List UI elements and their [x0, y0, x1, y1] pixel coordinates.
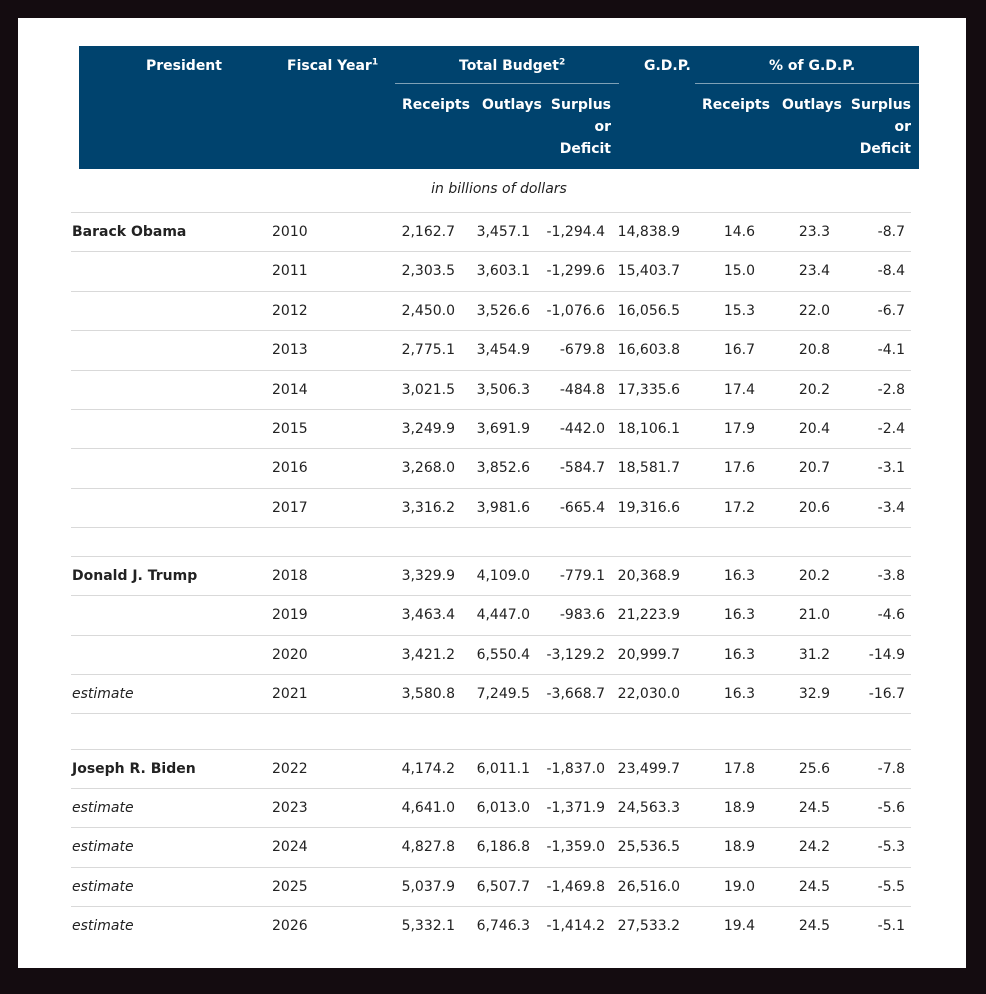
- surplus-cell: -584.7: [559, 460, 605, 476]
- outlays-cell: 7,249.5: [476, 686, 530, 702]
- year-cell: 2018: [272, 568, 308, 584]
- president-cell: estimate: [72, 839, 134, 855]
- pct-receipts-cell: 19.4: [723, 918, 755, 934]
- outlays-cell: 3,981.6: [476, 500, 530, 516]
- surplus-cell: -665.4: [559, 500, 605, 516]
- table-row: [71, 906, 911, 946]
- outlays-cell: 3,457.1: [476, 224, 530, 240]
- pct-surplus-cell: -2.8: [877, 382, 905, 398]
- pct-surplus-cell: -3.4: [877, 500, 905, 516]
- surplus-cell: -1,299.6: [546, 263, 605, 279]
- gdp-cell: 25,536.5: [617, 839, 680, 855]
- pct-surplus-cell: -4.6: [877, 607, 905, 623]
- table-row: [71, 291, 911, 331]
- table-row: [71, 827, 911, 867]
- gdp-cell: 18,106.1: [617, 421, 680, 437]
- pct-receipts-cell: 16.3: [723, 607, 755, 623]
- surplus-cell: -983.6: [559, 607, 605, 623]
- table-row: [71, 330, 911, 370]
- table-row: [71, 448, 911, 488]
- pct-receipts-cell: 17.2: [723, 500, 755, 516]
- year-cell: 2016: [272, 460, 308, 476]
- receipts-cell: 4,827.8: [401, 839, 455, 855]
- footnote-1: 1: [371, 57, 379, 68]
- pct-receipts-cell: 18.9: [723, 800, 755, 816]
- year-cell: 2013: [272, 342, 308, 358]
- surplus-cell: -1,359.0: [546, 839, 605, 855]
- header-surplus-3: Deficit: [559, 141, 611, 157]
- receipts-cell: 3,268.0: [401, 460, 455, 476]
- table-row: [71, 595, 911, 635]
- outlays-cell: 6,550.4: [476, 647, 530, 663]
- pct-receipts-cell: 16.3: [723, 647, 755, 663]
- year-cell: 2011: [272, 263, 308, 279]
- pct-outlays-cell: 24.5: [798, 879, 830, 895]
- president-cell: estimate: [72, 918, 134, 934]
- gdp-cell: 26,516.0: [617, 879, 680, 895]
- table-row: [71, 212, 911, 252]
- surplus-cell: -1,469.8: [546, 879, 605, 895]
- receipts-cell: 3,421.2: [401, 647, 455, 663]
- pct-outlays-cell: 22.0: [798, 303, 830, 319]
- receipts-cell: 4,174.2: [401, 761, 455, 777]
- gdp-cell: 18,581.7: [617, 460, 680, 476]
- pct-surplus-cell: -3.8: [877, 568, 905, 584]
- pct-outlays-cell: 20.7: [798, 460, 830, 476]
- receipts-cell: 2,775.1: [401, 342, 455, 358]
- header-surplus-2: or: [594, 119, 611, 135]
- receipts-cell: 3,316.2: [401, 500, 455, 516]
- pct-outlays-cell: 20.2: [798, 568, 830, 584]
- header-divider-budget: [395, 83, 619, 84]
- page-frame: [18, 18, 966, 968]
- pct-outlays-cell: 31.2: [798, 647, 830, 663]
- surplus-cell: -442.0: [559, 421, 605, 437]
- header-receipts: Receipts: [402, 97, 470, 113]
- pct-receipts-cell: 17.9: [723, 421, 755, 437]
- header-fiscal-year-label: Fiscal Year: [287, 58, 372, 74]
- table-row: [71, 788, 911, 828]
- president-cell: estimate: [72, 879, 134, 895]
- year-cell: 2020: [272, 647, 308, 663]
- table-row: [71, 556, 911, 596]
- president-cell: Donald J. Trump: [72, 568, 198, 584]
- president-cell: Barack Obama: [72, 224, 187, 240]
- receipts-cell: 2,303.5: [401, 263, 455, 279]
- header-surplus-1: Surplus: [550, 97, 611, 113]
- gdp-cell: 23,499.7: [617, 761, 680, 777]
- gdp-cell: 16,056.5: [617, 303, 680, 319]
- year-cell: 2026: [272, 918, 308, 934]
- outlays-cell: 4,447.0: [476, 607, 530, 623]
- year-cell: 2010: [272, 224, 308, 240]
- pct-surplus-cell: -14.9: [868, 647, 905, 663]
- gdp-cell: 17,335.6: [617, 382, 680, 398]
- pct-outlays-cell: 24.5: [798, 800, 830, 816]
- outlays-cell: 3,506.3: [476, 382, 530, 398]
- section-divider: [71, 527, 911, 528]
- gdp-cell: 22,030.0: [617, 686, 680, 702]
- surplus-cell: -3,129.2: [546, 647, 605, 663]
- outlays-cell: 6,011.1: [476, 761, 530, 777]
- pct-outlays-cell: 21.0: [798, 607, 830, 623]
- receipts-cell: 5,332.1: [401, 918, 455, 934]
- outlays-cell: 3,691.9: [476, 421, 530, 437]
- pct-surplus-cell: -5.1: [877, 918, 905, 934]
- pct-receipts-cell: 15.3: [723, 303, 755, 319]
- outlays-cell: 6,507.7: [476, 879, 530, 895]
- surplus-cell: -484.8: [559, 382, 605, 398]
- gdp-cell: 24,563.3: [617, 800, 680, 816]
- receipts-cell: 3,249.9: [401, 421, 455, 437]
- table-row: [71, 867, 911, 907]
- pct-surplus-cell: -5.6: [877, 800, 905, 816]
- table-row: [71, 409, 911, 449]
- header-pct-surplus-1: Surplus: [850, 97, 911, 113]
- president-cell: estimate: [72, 800, 134, 816]
- pct-outlays-cell: 20.4: [798, 421, 830, 437]
- surplus-cell: -1,371.9: [546, 800, 605, 816]
- footnote-2: 2: [559, 57, 566, 68]
- pct-receipts-cell: 14.6: [723, 224, 755, 240]
- receipts-cell: 3,021.5: [401, 382, 455, 398]
- pct-surplus-cell: -7.8: [877, 761, 905, 777]
- table-row: [71, 674, 911, 714]
- receipts-cell: 3,329.9: [401, 568, 455, 584]
- pct-receipts-cell: 16.7: [723, 342, 755, 358]
- gdp-cell: 19,316.6: [617, 500, 680, 516]
- header-total-budget: [459, 58, 565, 74]
- receipts-cell: 2,450.0: [401, 303, 455, 319]
- president-cell: Joseph R. Biden: [72, 761, 196, 777]
- year-cell: 2019: [272, 607, 308, 623]
- header-outlays: Outlays: [482, 97, 542, 113]
- table-header: [79, 46, 919, 169]
- pct-outlays-cell: 20.8: [798, 342, 830, 358]
- pct-outlays-cell: 24.2: [798, 839, 830, 855]
- surplus-cell: -3,668.7: [546, 686, 605, 702]
- year-cell: 2017: [272, 500, 308, 516]
- outlays-cell: 3,603.1: [476, 263, 530, 279]
- surplus-cell: -1,076.6: [546, 303, 605, 319]
- year-cell: 2024: [272, 839, 308, 855]
- pct-outlays-cell: 23.4: [798, 263, 830, 279]
- header-pct-outlays: Outlays: [782, 97, 842, 113]
- pct-surplus-cell: -6.7: [877, 303, 905, 319]
- section-divider: [71, 713, 911, 714]
- year-cell: 2012: [272, 303, 308, 319]
- gdp-cell: 20,368.9: [617, 568, 680, 584]
- units-note: in billions of dollars: [431, 181, 567, 197]
- pct-outlays-cell: 32.9: [798, 686, 830, 702]
- header-pct-surplus-2: or: [894, 119, 911, 135]
- gdp-cell: 16,603.8: [617, 342, 680, 358]
- pct-receipts-cell: 18.9: [723, 839, 755, 855]
- surplus-cell: -1,837.0: [546, 761, 605, 777]
- pct-surplus-cell: -8.4: [877, 263, 905, 279]
- pct-surplus-cell: -16.7: [868, 686, 905, 702]
- gdp-cell: 27,533.2: [617, 918, 680, 934]
- header-pct-receipts: Receipts: [702, 97, 770, 113]
- pct-surplus-cell: -4.1: [877, 342, 905, 358]
- header-pct-gdp: % of G.D.P.: [769, 58, 856, 74]
- year-cell: 2014: [272, 382, 308, 398]
- receipts-cell: 3,580.8: [401, 686, 455, 702]
- pct-surplus-cell: -2.4: [877, 421, 905, 437]
- table-row: [71, 635, 911, 675]
- budget-table: [72, 46, 919, 934]
- header-pct-surplus-3: Deficit: [859, 141, 911, 157]
- table-row: [71, 251, 911, 291]
- pct-outlays-cell: 20.6: [798, 500, 830, 516]
- year-cell: 2022: [272, 761, 308, 777]
- table-row: [71, 749, 911, 789]
- outlays-cell: 6,013.0: [476, 800, 530, 816]
- surplus-cell: -779.1: [559, 568, 605, 584]
- president-cell: estimate: [72, 686, 134, 702]
- outlays-cell: 3,852.6: [476, 460, 530, 476]
- year-cell: 2015: [272, 421, 308, 437]
- pct-receipts-cell: 17.4: [723, 382, 755, 398]
- pct-surplus-cell: -5.5: [877, 879, 905, 895]
- header-divider-pct: [695, 83, 919, 84]
- pct-receipts-cell: 19.0: [723, 879, 755, 895]
- outlays-cell: 6,186.8: [476, 839, 530, 855]
- surplus-cell: -1,294.4: [546, 224, 605, 240]
- gdp-cell: 21,223.9: [617, 607, 680, 623]
- header-fiscal-year: [287, 58, 378, 74]
- pct-receipts-cell: 16.3: [723, 686, 755, 702]
- year-cell: 2025: [272, 879, 308, 895]
- outlays-cell: 3,454.9: [476, 342, 530, 358]
- pct-outlays-cell: 24.5: [798, 918, 830, 934]
- pct-outlays-cell: 20.2: [798, 382, 830, 398]
- header-gdp: G.D.P.: [644, 58, 691, 74]
- receipts-cell: 3,463.4: [401, 607, 455, 623]
- receipts-cell: 4,641.0: [401, 800, 455, 816]
- surplus-cell: -679.8: [559, 342, 605, 358]
- table-row: [71, 488, 911, 528]
- receipts-cell: 2,162.7: [401, 224, 455, 240]
- pct-receipts-cell: 16.3: [723, 568, 755, 584]
- outlays-cell: 4,109.0: [476, 568, 530, 584]
- year-cell: 2021: [272, 686, 308, 702]
- outlays-cell: 3,526.6: [476, 303, 530, 319]
- header-total-budget-label: Total Budget: [459, 58, 559, 74]
- pct-outlays-cell: 25.6: [798, 761, 830, 777]
- gdp-cell: 20,999.7: [617, 647, 680, 663]
- pct-surplus-cell: -5.3: [877, 839, 905, 855]
- pct-receipts-cell: 17.8: [723, 761, 755, 777]
- gdp-cell: 15,403.7: [617, 263, 680, 279]
- pct-outlays-cell: 23.3: [798, 224, 830, 240]
- gdp-cell: 14,838.9: [617, 224, 680, 240]
- pct-receipts-cell: 15.0: [723, 263, 755, 279]
- receipts-cell: 5,037.9: [401, 879, 455, 895]
- surplus-cell: -1,414.2: [546, 918, 605, 934]
- pct-receipts-cell: 17.6: [723, 460, 755, 476]
- pct-surplus-cell: -8.7: [877, 224, 905, 240]
- year-cell: 2023: [272, 800, 308, 816]
- table-row: [71, 370, 911, 410]
- header-president: President: [146, 58, 222, 74]
- outlays-cell: 6,746.3: [476, 918, 530, 934]
- pct-surplus-cell: -3.1: [877, 460, 905, 476]
